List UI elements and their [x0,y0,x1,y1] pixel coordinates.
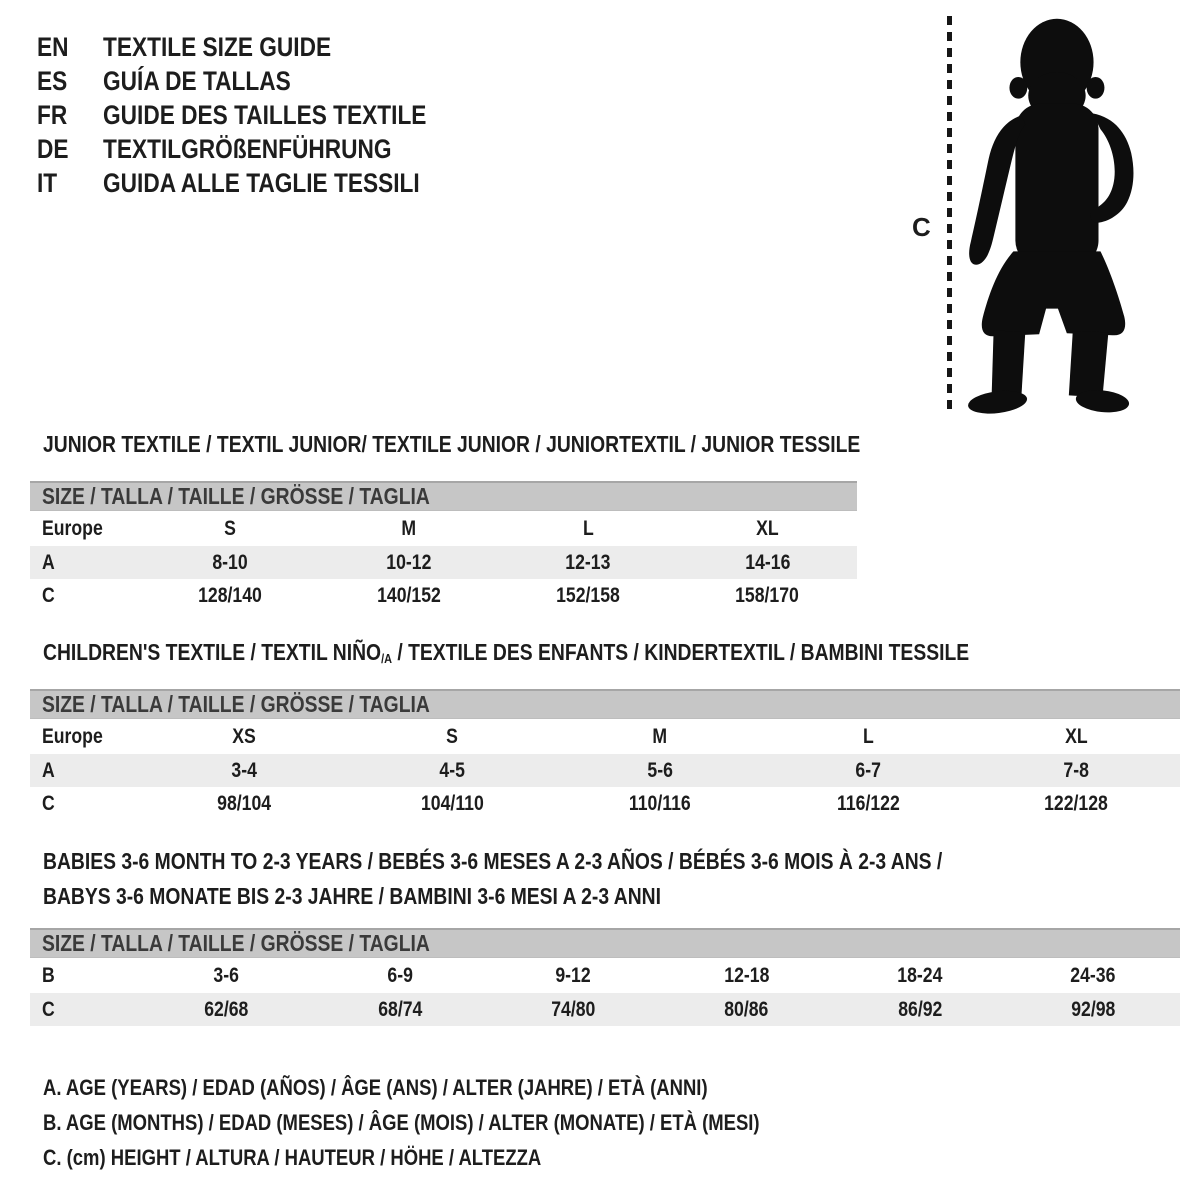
row-label-a: A [42,758,55,782]
table-cell: 8-10 [211,550,248,574]
legend-age-years: A. AGE (YEARS) / EDAD (AÑOS) / ÂGE (ANS) / ALTER (JAHRE) / ETÀ (ANNI) [43,1074,708,1100]
junior-size-header-band: SIZE / TALLA / TAILLE / GRÖSSE / TAGLIA [30,481,857,511]
region-label: Europe [42,516,103,540]
toddler-silhouette-image [958,5,1146,419]
guide-title-de: TEXTILGRÖßENFÜHRUNG [103,133,392,164]
size-column-m: M [652,724,668,748]
table-cell: 86/92 [897,997,943,1021]
language-row-es [37,64,488,98]
table-cell: 6-9 [387,963,413,987]
guide-title-en: TEXTILE SIZE GUIDE [103,31,332,62]
row-label-c: C [42,791,55,815]
table-cell: 110/116 [629,791,691,815]
table-cell: 140/152 [376,583,441,607]
language-row-en [37,30,488,64]
children-section-title: CHILDREN'S TEXTILE / TEXTIL $NIÑO_{/A}$ / TEXTILE DES ENFANTS / KINDERTEXTIL / BAMBINI TESSILE [43,639,970,666]
guide-title-fr: GUIDE DES TAILLES TEXTILE [103,99,427,130]
babies-size-table [30,928,1180,1026]
children-size-header-band: SIZE / TALLA / TAILLE / GRÖSSE / TAGLIA [30,689,1180,719]
language-code: ES [37,65,68,96]
junior-columns-row [30,511,857,546]
babies-section-title [43,844,1114,914]
row-label-c: C [42,997,55,1021]
table-cell: 92/98 [1071,997,1116,1021]
babies-height-row [30,993,1180,1026]
table-cell: 122/128 [1044,791,1108,815]
table-cell: 14-16 [744,550,790,574]
language-title-list [37,30,488,200]
babies-title-line-2: BABYS 3-6 MONATE BIS 2-3 JAHRE / BAMBINI 3-6 MESI A 2-3 ANNI [43,883,661,909]
table-cell: 128/140 [197,583,262,607]
row-label-c: C [42,583,55,607]
table-cell: 5-6 [647,758,673,782]
babies-age-row [30,958,1180,993]
language-row-it [37,166,488,200]
table-cell: 7-8 [1063,758,1089,782]
table-cell: 4-5 [439,758,465,782]
table-cell: 6-7 [855,758,881,782]
language-code: FR [37,99,68,130]
babies-size-header-band: SIZE / TALLA / TAILLE / GRÖSSE / TAGLIA [30,928,1180,958]
children-age-row [30,754,1180,787]
junior-size-table [30,481,857,612]
table-cell: 12-18 [724,963,770,987]
nino-a-subscript: /A [381,651,392,666]
size-column-xl: XL [756,516,779,540]
size-column-m: M [401,516,417,540]
table-cell: 158/170 [735,583,800,607]
table-cell: 116/122 [836,791,900,815]
junior-height-row [30,579,857,612]
junior-age-row [30,546,857,579]
guide-title-it: GUIDA ALLE TAGLIE TESSILI [103,167,420,198]
legend-height-cm: C. (cm) HEIGHT / ALTURA / HAUTEUR / HÖHE / ALTEZZA [43,1144,542,1170]
language-code: EN [37,31,69,62]
guide-title-es: GUÍA DE TALLAS [103,65,291,96]
size-column-xl: XL [1064,724,1088,748]
measurement-legend [43,1070,896,1175]
table-cell: 74/80 [551,997,596,1021]
table-cell: 104/110 [420,791,484,815]
language-row-fr [37,98,488,132]
size-column-l: L [862,724,874,748]
legend-age-months: B. AGE (MONTHS) / EDAD (MESES) / ÂGE (MOIS) / ALTER (MONATE) / ETÀ (MESI) [43,1109,760,1135]
size-column-s: S [223,516,236,540]
table-cell: 3-4 [231,758,257,782]
height-measure-dashed-line [947,16,952,414]
table-cell: 152/158 [556,583,621,607]
babies-title-line-1: BABIES 3-6 MONTH TO 2-3 YEARS / BEBÉS 3-6 MESES A 2-3 AÑOS / BÉBÉS 3-6 MOIS À 2-3 ANS / [43,848,943,874]
children-size-table [30,689,1180,820]
table-cell: 9-12 [555,963,591,987]
language-code: IT [37,167,58,198]
region-label: Europe [42,724,103,748]
size-column-xs: XS [232,724,256,748]
row-label-a: A [42,550,55,574]
row-label-b: B [42,963,55,987]
table-cell: 18-24 [897,963,943,987]
height-measure-label: C [912,212,931,242]
table-cell: 80/86 [724,997,769,1021]
children-height-row [30,787,1180,820]
table-cell: 98/104 [217,791,271,815]
language-row-de [37,132,488,166]
table-cell: 68/74 [377,997,423,1021]
children-columns-row [30,719,1180,754]
junior-section-title: JUNIOR TEXTILE / TEXTIL JUNIOR/ TEXTILE JUNIOR / JUNIORTEXTIL / JUNIOR TESSILE [43,431,861,457]
size-column-l: L [582,516,594,540]
table-cell: 62/68 [204,997,249,1021]
table-cell: 3-6 [213,963,240,987]
size-column-s: S [446,724,458,748]
table-cell: 10-12 [386,550,432,574]
language-code: DE [37,133,69,164]
table-cell: 24-36 [1070,963,1116,987]
table-cell: 12-13 [565,550,611,574]
